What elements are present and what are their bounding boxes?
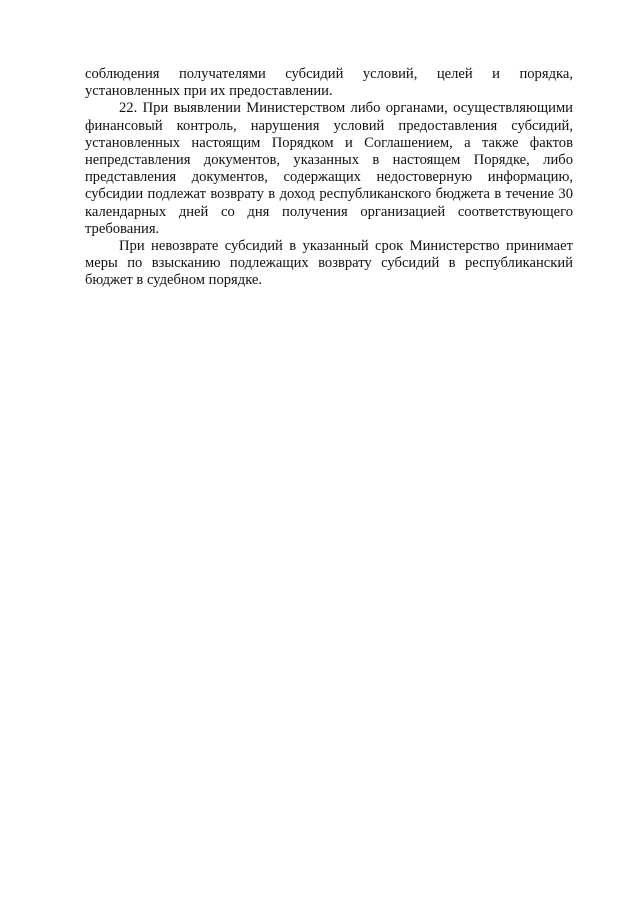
- document-body: [85, 66, 573, 290]
- paragraph-continuation: соблюдения получателями субсидий условий, целей и порядка, установленных при их предоставлении.: [85, 66, 573, 100]
- paragraph-clause-22: 22. При выявлении Министерством либо органами, осуществляющими финансовый контроль, нарушения условий предоставления субсидий, установленных настоящим Порядком и Соглашением, а также фактов непредставления документов, указанных в настоящем Порядке, либо представления документов, содержащих недостоверную информацию, субсидии подлежат возврату в доход республиканского бюджета в течение 30 календарных дней со дня получения организацией соответствующего требования.: [85, 100, 573, 237]
- paragraph-recovery: При невозврате субсидий в указанный срок Министерство принимает меры по взысканию подлежащих возврату субсидий в республиканский бюджет в судебном порядке.: [85, 238, 573, 289]
